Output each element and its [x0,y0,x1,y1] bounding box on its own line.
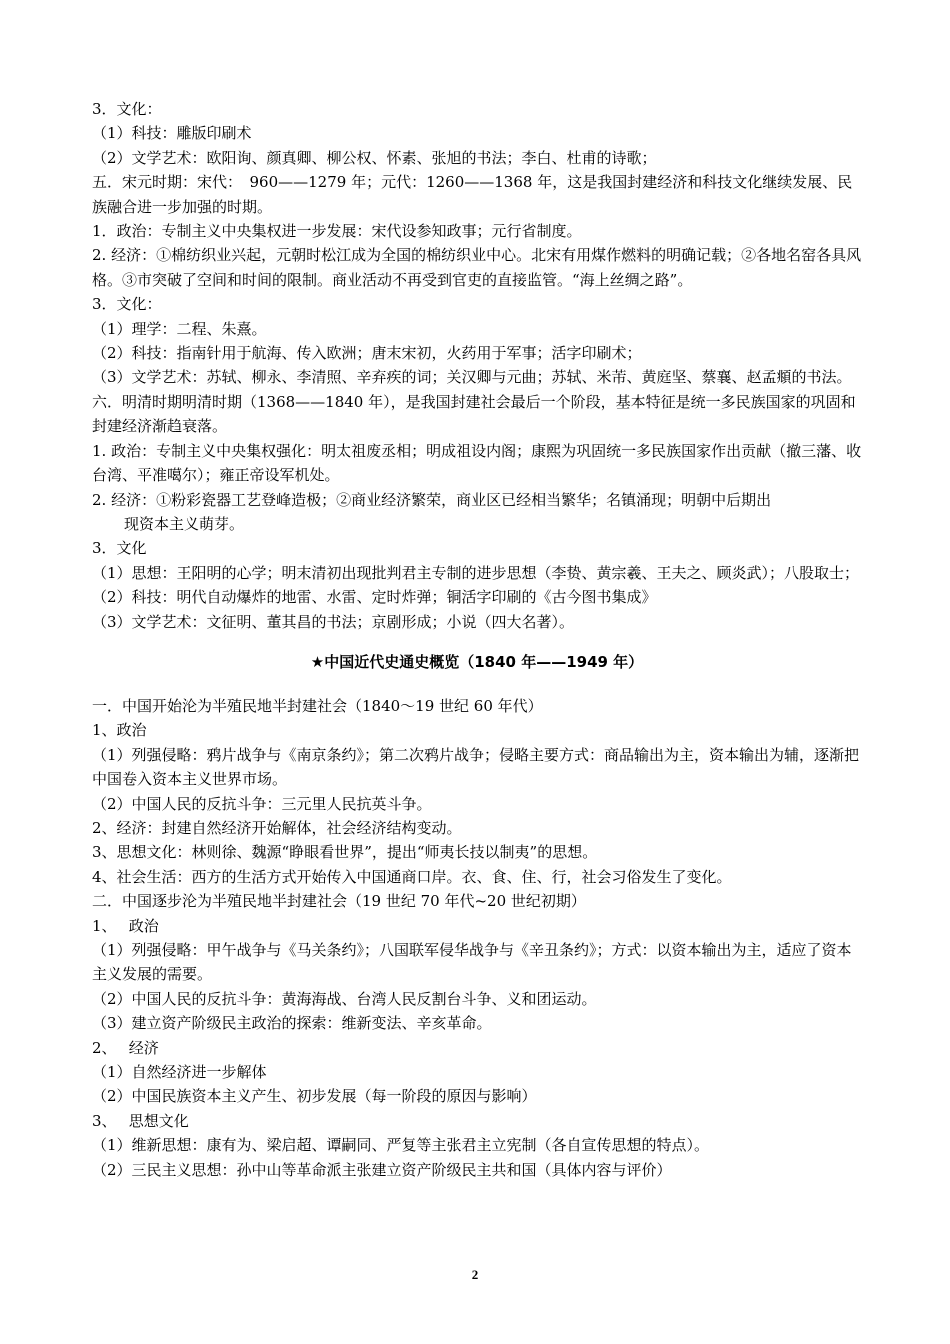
text-line: 二．中国逐步沦为半殖民地半封建社会（19 世纪 70 年代~20 世纪初期） [92,892,586,911]
text-line: 六．明清时期明清时期（1368——1840 年），是我国封建社会最后一个阶段，基本特征是统一多民族国家的巩固和封建经济渐趋衰落。 [92,392,856,436]
section-ancient-culture [92,97,862,634]
text-line: （1）科技：雕版印刷术 [92,124,252,143]
text-line: （2）中国民族资本主义产生、初步发展（每一阶段的原因与影响） [92,1087,537,1106]
text-line: 3．文化： [92,100,162,118]
text-line: 3．文化： [92,295,162,314]
text-line: 2、经济：封建自然经济开始解体，社会经济结构变动。 [92,818,462,837]
text-line: （2）中国人民的反抗斗争：黄海海战、台湾人民反割台斗争、义和团运动。 [92,989,597,1008]
text-line: 五．宋元时期：宋代： 960——1279 年；元代：1260——1368 年，这是我国封建经济和科技文化继续发展、民族融合进一步加强的时期。 [92,173,853,216]
text-line: （3）文学艺术：苏轼、柳永、李清照、辛弃疾的词；关汉卿与元曲；苏轼、米芾、黄庭坚、蔡襄、赵孟頫的书法。 [92,368,852,387]
text-line: 1．政治：专制主义中央集权进一步发展：宋代设参知政事；元行省制度。 [92,222,582,241]
text-line: （1）列强侵略：甲午战争与《马关条约》；八国联军侵华战争与《辛丑条约》；方式：以资本输出为主，适应了资本主义发展的需要。 [92,941,852,984]
text-line: 3、思想文化：林则徐、魏源“睁眼看世界”，提出“师夷长技以制夷”的思想。 [92,843,598,862]
text-line: （3）建立资产阶级民主政治的探索：维新变法、辛亥革命。 [92,1014,492,1033]
text-line: （1）维新思想：康有为、梁启超、谭嗣同、严复等主张君主立宪制（各自宣传思想的特点）。 [92,1136,710,1155]
text-line: 3．文化 [92,539,147,558]
document-body [92,97,862,1182]
text-line: 2、 经济 [92,1038,159,1057]
text-line: 3、 思想文化 [92,1111,189,1130]
text-line: （2）科技：指南针用于航海、传入欧洲；唐末宋初，火药用于军事；活字印刷术； [92,344,642,363]
text-line-indented: 现资本主义萌芽。 [124,514,245,533]
text-line: （2）文学艺术：欧阳询、颜真卿、柳公权、怀素、张旭的书法；李白、杜甫的诗歌； [92,148,657,167]
text-line: 一．中国开始沦为半殖民地半封建社会（1840～19 世纪 60 年代） [92,696,543,715]
section-modern-history [92,694,862,1182]
section-heading: ★中国近代史通史概览（1840 年——1949 年） [310,652,644,671]
page-number: 2 [471,1267,479,1282]
text-line: 4、社会生活：西方的生活方式开始传入中国通商口岸。衣、食、住、行，社会习俗发生了变化。 [92,867,732,886]
text-line: （1）理学：二程、朱熹。 [92,319,267,338]
text-line: （2）中国人民的反抗斗争：三元里人民抗英斗争。 [92,794,432,813]
text-line: （2）科技：明代自动爆炸的地雷、水雷、定时炸弹；铜活字印刷的《古今图书集成》 [92,588,657,607]
text-line: （1）列强侵略：鸦片战争与《南京条约》；第二次鸦片战争；侵略主要方式：商品输出为主，资本输出为辅，逐渐把中国卷入资本主义世界市场。 [92,745,860,789]
text-line: 1、 政治 [92,916,159,935]
text-line: （1）自然经济进一步解体 [92,1063,267,1082]
text-line: 1、政治 [92,721,147,740]
text-line: （2）三民主义思想：孙中山等革命派主张建立资产阶级民主共和国（具体内容与评价） [92,1160,672,1179]
text-line: 1. 政治：专制主义中央集权强化：明太祖废丞相；明成祖设内阁；康熙为巩固统一多民族国家作出贡献（撤三藩、收台湾、平准噶尔）；雍正帝设军机处。 [92,441,862,485]
text-line: （3）文学艺术：文征明、董其昌的书法；京剧形成；小说（四大名著）。 [92,612,575,631]
text-line: 2. 经济：①棉纺织业兴起，元朝时松江成为全国的棉纺织业中心。北宋有用煤作燃料的明确记载；②各地名窑各具风格。③市突破了空间和时间的限制。商业活动不再受到官吏的直接监管。“海上丝绸之路”。 [92,246,862,289]
text-line: 2. 经济：①粉彩瓷器工艺登峰造极；②商业经济繁荣，商业区已经相当繁华；名镇涌现；明朝中后期出 [92,490,772,509]
text-line: （1）思想：王阳明的心学；明末清初出现批判君主专制的进步思想（李贽、黄宗羲、王夫之、顾炎武）；八股取士； [92,563,860,582]
